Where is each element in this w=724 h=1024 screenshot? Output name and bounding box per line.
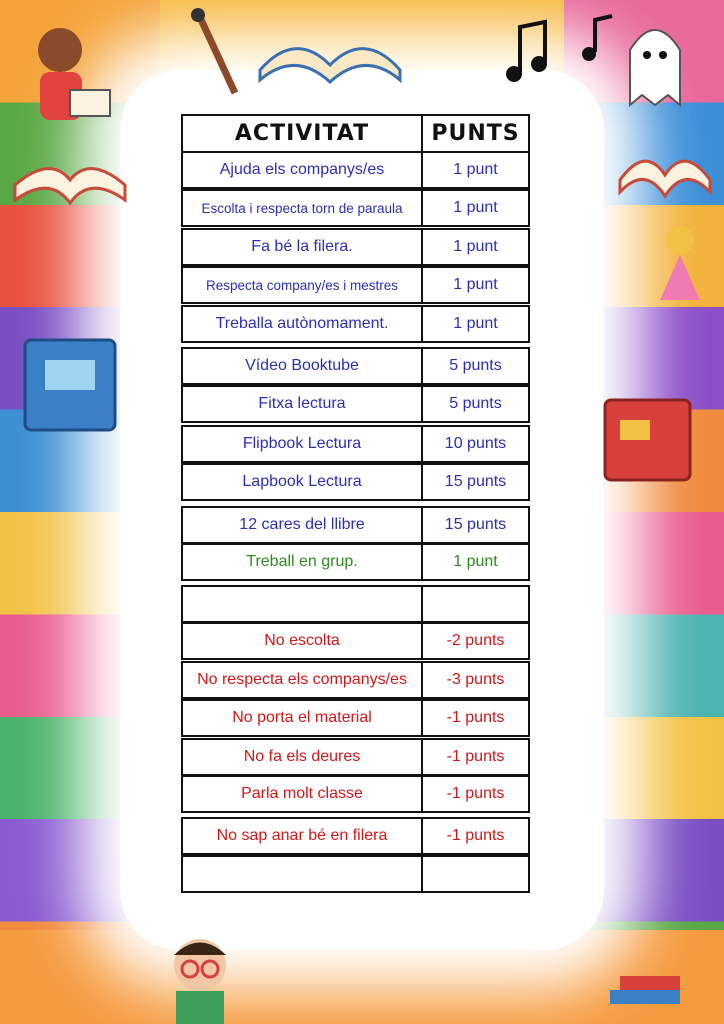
activity-cell: Parla molt classe (183, 777, 423, 811)
points-cell: 15 punts (444, 473, 507, 490)
table-row (181, 425, 530, 463)
activity-cell: Escolta i respecta torn de paraula (183, 191, 423, 225)
points-cell: -1 punts (446, 785, 505, 802)
blue-book-icon (15, 330, 135, 440)
activity-cell (183, 587, 423, 621)
child-reading-icon (10, 20, 120, 130)
activity-cell: Treballa autònomament. (183, 307, 423, 341)
points-cell: 1 punt (453, 315, 498, 332)
points-cell: 15 punts (444, 516, 507, 533)
table-row (181, 347, 530, 385)
table-row (181, 699, 530, 737)
table-row (181, 738, 530, 776)
header-activity: ACTIVITAT (183, 116, 423, 151)
table-row (181, 305, 530, 343)
empty-row (181, 855, 530, 893)
table-row (181, 817, 530, 855)
activity-cell: Ajuda els companys/es (183, 153, 423, 187)
points-cell: -3 punts (446, 671, 505, 688)
activity-cell: Flipbook Lectura (183, 427, 423, 461)
empty-row (181, 585, 530, 623)
activity-cell: Fa bé la filera. (183, 230, 423, 264)
activity-cell: No respecta els companys/es (183, 663, 423, 697)
table-row (181, 506, 530, 544)
book-icon (10, 145, 130, 215)
table-row (181, 661, 530, 699)
activity-cell: Respecta company/es i mestres (183, 268, 423, 302)
table-row (181, 228, 530, 266)
points-cell: -2 punts (446, 632, 505, 649)
table-row (181, 775, 530, 813)
doll-icon (640, 220, 720, 310)
points-cell: 5 punts (449, 357, 502, 374)
table-row (181, 266, 530, 304)
points-cell: 1 punt (453, 161, 498, 178)
ghost-icon (600, 10, 710, 120)
open-book-icon (250, 10, 410, 90)
points-cell: -1 punts (446, 709, 505, 726)
points-cell: 10 punts (444, 435, 507, 452)
table-row (181, 189, 530, 227)
table-row (181, 463, 530, 501)
activity-cell: Vídeo Booktube (183, 349, 423, 383)
table-row (181, 151, 530, 189)
points-cell (423, 587, 528, 621)
activity-cell: Fitxa lectura (183, 387, 423, 421)
activity-cell: No escolta (183, 624, 423, 658)
points-cell: 1 punt (453, 276, 498, 293)
red-book-icon (595, 390, 705, 490)
activity-cell: Lapbook Lectura (183, 465, 423, 499)
points-cell: -1 punts (446, 827, 505, 844)
activity-cell: No fa els deures (183, 740, 423, 774)
points-cell: 1 punt (453, 553, 498, 570)
table-row (181, 622, 530, 660)
points-cell: -1 punts (446, 748, 505, 765)
points-cell (423, 857, 528, 891)
activity-cell (183, 857, 423, 891)
table-row (181, 543, 530, 581)
book-stack-icon (600, 960, 710, 1020)
header-points: PUNTS (431, 121, 520, 146)
points-cell: 1 punt (453, 238, 498, 255)
table-row (181, 385, 530, 423)
activity-cell: No sap anar bé en filera (183, 819, 423, 853)
table-header-row (181, 114, 530, 153)
points-cell: 5 punts (449, 395, 502, 412)
activity-cell: 12 cares del llibre (183, 508, 423, 542)
book-icon (615, 130, 715, 210)
girl-with-glasses-icon (140, 925, 260, 1024)
activity-cell: Treball en grup. (183, 545, 423, 579)
points-cell: 1 punt (453, 199, 498, 216)
paintbrush-icon (190, 5, 250, 105)
activity-cell: No porta el material (183, 701, 423, 735)
